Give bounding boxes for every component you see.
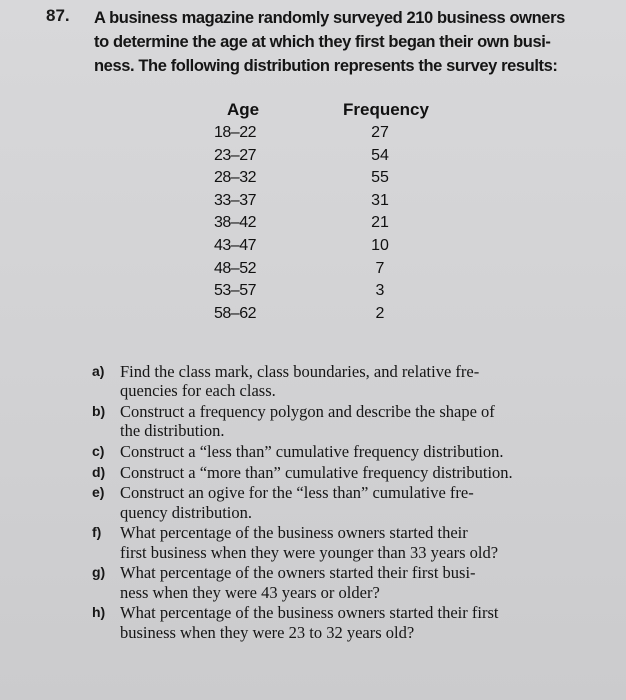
age-class-cell: 38–42 (214, 214, 256, 232)
table-row (190, 169, 460, 192)
frequency-cell: 55 (371, 169, 389, 187)
frequency-cell: 54 (371, 146, 389, 164)
question-text (120, 362, 608, 401)
question-letter: e) (92, 484, 105, 501)
question-letter: f) (92, 524, 102, 541)
question-item (92, 442, 608, 461)
question-line: Construct an ogive for the “less than” cumulative fre- (120, 483, 474, 503)
question-letter: d) (92, 463, 106, 480)
frequency-table (190, 100, 460, 327)
table-row (190, 282, 460, 305)
intro-line: ness. The following distribution represents the survey results: (94, 57, 558, 75)
table-row (190, 237, 460, 260)
intro-line: to determine the age at which they first began their own busi- (94, 33, 551, 51)
table-row (190, 260, 460, 283)
question-line: Construct a “less than” cumulative frequency distribution. (120, 442, 504, 461)
question-text (120, 463, 608, 482)
question-line: What percentage of the owners started their first busi- (120, 563, 476, 583)
question-line: Construct a “more than” cumulative frequency distribution. (120, 462, 513, 482)
frequency-cell: 27 (371, 124, 389, 141)
frequency-column-header: Frequency (343, 100, 429, 119)
question-letter: h) (92, 604, 106, 621)
age-class-cell: 43–47 (214, 236, 256, 254)
age-class-cell: 33–37 (214, 191, 256, 209)
question-line: What percentage of the business owners started their first (120, 603, 499, 623)
question-item (92, 463, 608, 482)
table-header (190, 100, 460, 124)
age-class-cell: 23–27 (214, 146, 256, 164)
table-row (190, 124, 460, 147)
problem-number: 87. (46, 6, 70, 25)
age-class-cell: 53–57 (214, 282, 256, 300)
table-body (190, 124, 460, 327)
table-row (190, 214, 460, 237)
question-line: business when they were 23 to 32 years old? (120, 622, 415, 642)
table-row (190, 305, 460, 328)
frequency-cell: 2 (375, 304, 385, 322)
question-item (92, 603, 608, 642)
question-letter: b) (92, 403, 106, 419)
frequency-cell: 10 (371, 236, 389, 254)
question-line: Find the class mark, class boundaries, and relative fre- (120, 362, 480, 381)
question-line: quencies for each class. (120, 381, 276, 401)
age-class-cell: 48–52 (214, 259, 256, 277)
table-row (190, 192, 460, 215)
question-text (120, 603, 608, 642)
frequency-cell: 7 (375, 259, 385, 277)
question-line: What percentage of the business owners started their (120, 523, 468, 543)
question-item (92, 563, 608, 602)
question-text (120, 402, 608, 441)
frequency-cell: 21 (371, 214, 389, 232)
age-class-cell: 18–22 (214, 124, 256, 141)
question-text (120, 563, 608, 602)
question-line: ness when they were 43 years or older? (120, 582, 380, 602)
question-item (92, 523, 608, 562)
frequency-cell: 3 (375, 282, 385, 300)
age-class-cell: 28–32 (214, 169, 256, 187)
question-text (120, 442, 608, 461)
question-item (92, 483, 608, 522)
frequency-cell: 31 (371, 191, 389, 209)
age-column-header: Age (227, 100, 260, 119)
question-letter: g) (92, 564, 106, 581)
question-text (120, 523, 608, 562)
question-text (120, 483, 608, 522)
question-item (92, 362, 608, 401)
question-letter: a) (92, 363, 105, 379)
question-item (92, 402, 608, 441)
table-row (190, 147, 460, 170)
age-class-cell: 58–62 (214, 304, 256, 322)
intro-line: A business magazine randomly surveyed 210 business owners (94, 9, 565, 27)
question-line: Construct a frequency polygon and describe the shape of (120, 402, 495, 421)
question-letter: c) (92, 443, 105, 459)
problem-statement (94, 6, 606, 78)
question-list (92, 362, 608, 643)
question-line: first business when they were younger than 33 years old? (120, 542, 499, 562)
question-line: quency distribution. (120, 502, 252, 522)
question-line: the distribution. (120, 421, 225, 441)
